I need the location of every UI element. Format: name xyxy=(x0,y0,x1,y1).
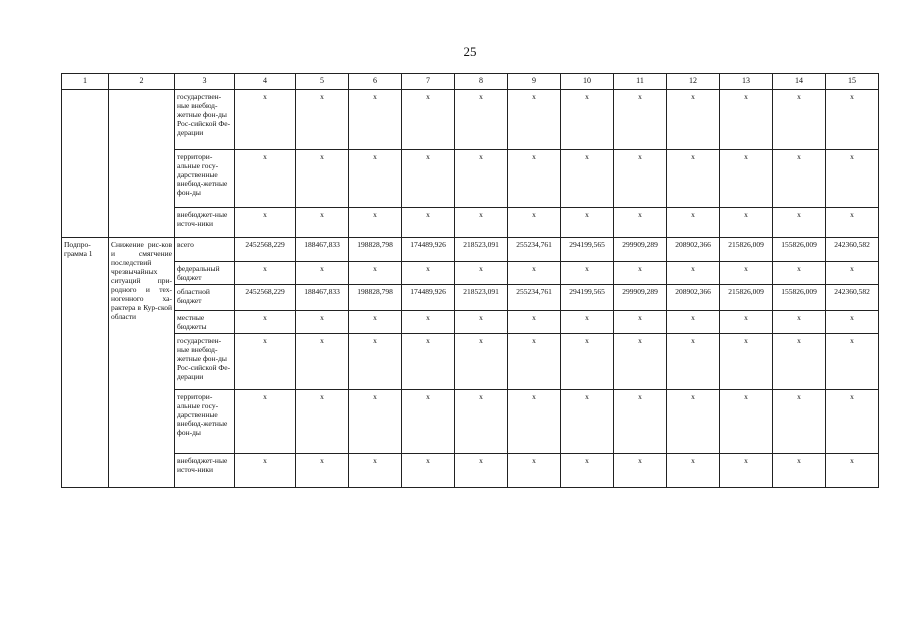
value-cell: 2452568,229 xyxy=(235,238,296,262)
value-cell: x xyxy=(296,334,349,390)
description-cell-empty xyxy=(109,90,175,238)
value-cell: 242360,582 xyxy=(826,238,879,262)
value-cell: 155826,009 xyxy=(773,238,826,262)
value-cell: x xyxy=(235,454,296,488)
value-cell: x xyxy=(508,311,561,334)
value-cell: x xyxy=(773,311,826,334)
value-cell: 299909,289 xyxy=(614,285,667,311)
value-cell: x xyxy=(614,311,667,334)
value-cell: x xyxy=(349,334,402,390)
value-cell: x xyxy=(508,390,561,454)
subprogram-name: Подпро-грамма 1 xyxy=(62,238,109,488)
value-cell: x xyxy=(455,454,508,488)
value-cell: 174489,926 xyxy=(402,238,455,262)
value-cell: x xyxy=(402,390,455,454)
value-cell: x xyxy=(455,311,508,334)
value-cell: x xyxy=(296,90,349,150)
value-cell: x xyxy=(296,390,349,454)
column-header: 3 xyxy=(175,74,235,90)
value-cell: x xyxy=(235,390,296,454)
value-cell: x xyxy=(402,311,455,334)
value-cell: x xyxy=(773,90,826,150)
column-header: 14 xyxy=(773,74,826,90)
value-cell: x xyxy=(561,90,614,150)
value-cell: x xyxy=(773,454,826,488)
value-cell: x xyxy=(720,150,773,208)
value-cell: x xyxy=(667,150,720,208)
value-cell: x xyxy=(455,334,508,390)
value-cell: 208902,366 xyxy=(667,238,720,262)
value-cell: 294199,565 xyxy=(561,285,614,311)
value-cell: 294199,565 xyxy=(561,238,614,262)
funding-source: федеральный бюджет xyxy=(175,262,235,285)
table-row xyxy=(62,90,879,150)
funding-source: областной бюджет xyxy=(175,285,235,311)
column-header: 8 xyxy=(455,74,508,90)
value-cell: x xyxy=(826,390,879,454)
value-cell: 188467,833 xyxy=(296,285,349,311)
value-cell: x xyxy=(561,150,614,208)
value-cell: 218523,091 xyxy=(455,238,508,262)
value-cell: x xyxy=(296,311,349,334)
value-cell: x xyxy=(235,150,296,208)
value-cell: x xyxy=(773,334,826,390)
value-cell: x xyxy=(720,390,773,454)
value-cell: x xyxy=(349,311,402,334)
table-row xyxy=(62,150,879,208)
value-cell: x xyxy=(826,454,879,488)
value-cell: x xyxy=(614,208,667,238)
value-cell: x xyxy=(667,208,720,238)
value-cell: x xyxy=(720,311,773,334)
value-cell: x xyxy=(826,262,879,285)
value-cell: x xyxy=(349,262,402,285)
value-cell: x xyxy=(296,454,349,488)
table-row xyxy=(62,262,879,285)
value-cell: x xyxy=(235,208,296,238)
funding-source: территори-альные госу-дарственные внебюд-жетные фон-ды xyxy=(175,390,235,454)
funding-source: государствен-ные внебюд-жетные фон-ды Рос-сийской Фе-дерации xyxy=(175,334,235,390)
table-row xyxy=(62,454,879,488)
value-cell: x xyxy=(349,90,402,150)
column-header: 10 xyxy=(561,74,614,90)
value-cell: x xyxy=(561,208,614,238)
value-cell: x xyxy=(455,90,508,150)
value-cell: x xyxy=(720,208,773,238)
funding-source: всего xyxy=(175,238,235,262)
column-header: 5 xyxy=(296,74,349,90)
table-row xyxy=(62,311,879,334)
value-cell: x xyxy=(667,390,720,454)
table-row xyxy=(62,390,879,454)
value-cell: x xyxy=(561,262,614,285)
value-cell: x xyxy=(296,262,349,285)
subprogram-description: Снижение рис-ков и смягчение последствий чрезвычайных ситуаций при-родного и тех-ногенного ха-рактера в Кур-ской области xyxy=(109,238,175,488)
value-cell: x xyxy=(402,334,455,390)
funding-source: внебюджет-ные источ-ники xyxy=(175,208,235,238)
table-row xyxy=(62,285,879,311)
value-cell: 215826,009 xyxy=(720,238,773,262)
value-cell: x xyxy=(826,208,879,238)
value-cell: x xyxy=(402,208,455,238)
value-cell: 198828,798 xyxy=(349,285,402,311)
column-header: 6 xyxy=(349,74,402,90)
value-cell: x xyxy=(455,150,508,208)
value-cell: x xyxy=(720,334,773,390)
value-cell: x xyxy=(826,90,879,150)
value-cell: x xyxy=(667,334,720,390)
program-cell-empty xyxy=(62,90,109,238)
value-cell: x xyxy=(235,334,296,390)
value-cell: x xyxy=(349,454,402,488)
value-cell: x xyxy=(773,208,826,238)
value-cell: x xyxy=(773,262,826,285)
value-cell: x xyxy=(826,150,879,208)
budget-table xyxy=(61,73,879,488)
value-cell: x xyxy=(402,454,455,488)
column-header: 4 xyxy=(235,74,296,90)
table-row xyxy=(62,238,879,262)
funding-source: территори-альные госу-дарственные внебюд-жетные фон-ды xyxy=(175,150,235,208)
value-cell: x xyxy=(720,262,773,285)
value-cell: x xyxy=(508,90,561,150)
value-cell: 155826,009 xyxy=(773,285,826,311)
value-cell: x xyxy=(455,208,508,238)
value-cell: x xyxy=(455,390,508,454)
value-cell: x xyxy=(667,311,720,334)
value-cell: x xyxy=(561,334,614,390)
value-cell: x xyxy=(826,334,879,390)
value-cell: x xyxy=(508,454,561,488)
value-cell: x xyxy=(508,262,561,285)
value-cell: x xyxy=(235,262,296,285)
table-row xyxy=(62,208,879,238)
value-cell: 174489,926 xyxy=(402,285,455,311)
value-cell: x xyxy=(508,150,561,208)
column-header: 2 xyxy=(109,74,175,90)
value-cell: x xyxy=(455,262,508,285)
value-cell: x xyxy=(720,90,773,150)
value-cell: 188467,833 xyxy=(296,238,349,262)
column-header: 13 xyxy=(720,74,773,90)
value-cell: x xyxy=(235,90,296,150)
value-cell: x xyxy=(614,262,667,285)
value-cell: x xyxy=(235,311,296,334)
value-cell: x xyxy=(773,150,826,208)
funding-source: местные бюджеты xyxy=(175,311,235,334)
value-cell: x xyxy=(667,454,720,488)
value-cell: x xyxy=(349,150,402,208)
value-cell: 2452568,229 xyxy=(235,285,296,311)
column-header: 15 xyxy=(826,74,879,90)
value-cell: x xyxy=(508,334,561,390)
value-cell: x xyxy=(561,311,614,334)
value-cell: x xyxy=(349,390,402,454)
table-row xyxy=(62,334,879,390)
value-cell: x xyxy=(296,208,349,238)
column-number-row xyxy=(62,74,879,90)
value-cell: x xyxy=(402,90,455,150)
value-cell: 198828,798 xyxy=(349,238,402,262)
value-cell: x xyxy=(720,454,773,488)
value-cell: x xyxy=(614,150,667,208)
value-cell: x xyxy=(667,90,720,150)
column-header: 11 xyxy=(614,74,667,90)
value-cell: 215826,009 xyxy=(720,285,773,311)
column-header: 7 xyxy=(402,74,455,90)
value-cell: 299909,289 xyxy=(614,238,667,262)
column-header: 12 xyxy=(667,74,720,90)
value-cell: x xyxy=(402,262,455,285)
value-cell: x xyxy=(614,390,667,454)
column-header: 9 xyxy=(508,74,561,90)
page-number: 25 xyxy=(463,44,477,59)
value-cell: x xyxy=(349,208,402,238)
value-cell: x xyxy=(296,150,349,208)
value-cell: 208902,366 xyxy=(667,285,720,311)
value-cell: x xyxy=(773,390,826,454)
funding-source: государствен-ные внебюд-жетные фон-ды Рос-сийской Фе-дерации xyxy=(175,90,235,150)
value-cell: x xyxy=(561,454,614,488)
value-cell: x xyxy=(614,334,667,390)
value-cell: 255234,761 xyxy=(508,285,561,311)
value-cell: 218523,091 xyxy=(455,285,508,311)
value-cell: x xyxy=(667,262,720,285)
value-cell: x xyxy=(614,90,667,150)
value-cell: 242360,582 xyxy=(826,285,879,311)
value-cell: x xyxy=(508,208,561,238)
column-header: 1 xyxy=(62,74,109,90)
value-cell: x xyxy=(826,311,879,334)
funding-source: внебюджет-ные источ-ники xyxy=(175,454,235,488)
value-cell: x xyxy=(561,390,614,454)
value-cell: 255234,761 xyxy=(508,238,561,262)
value-cell: x xyxy=(402,150,455,208)
value-cell: x xyxy=(614,454,667,488)
